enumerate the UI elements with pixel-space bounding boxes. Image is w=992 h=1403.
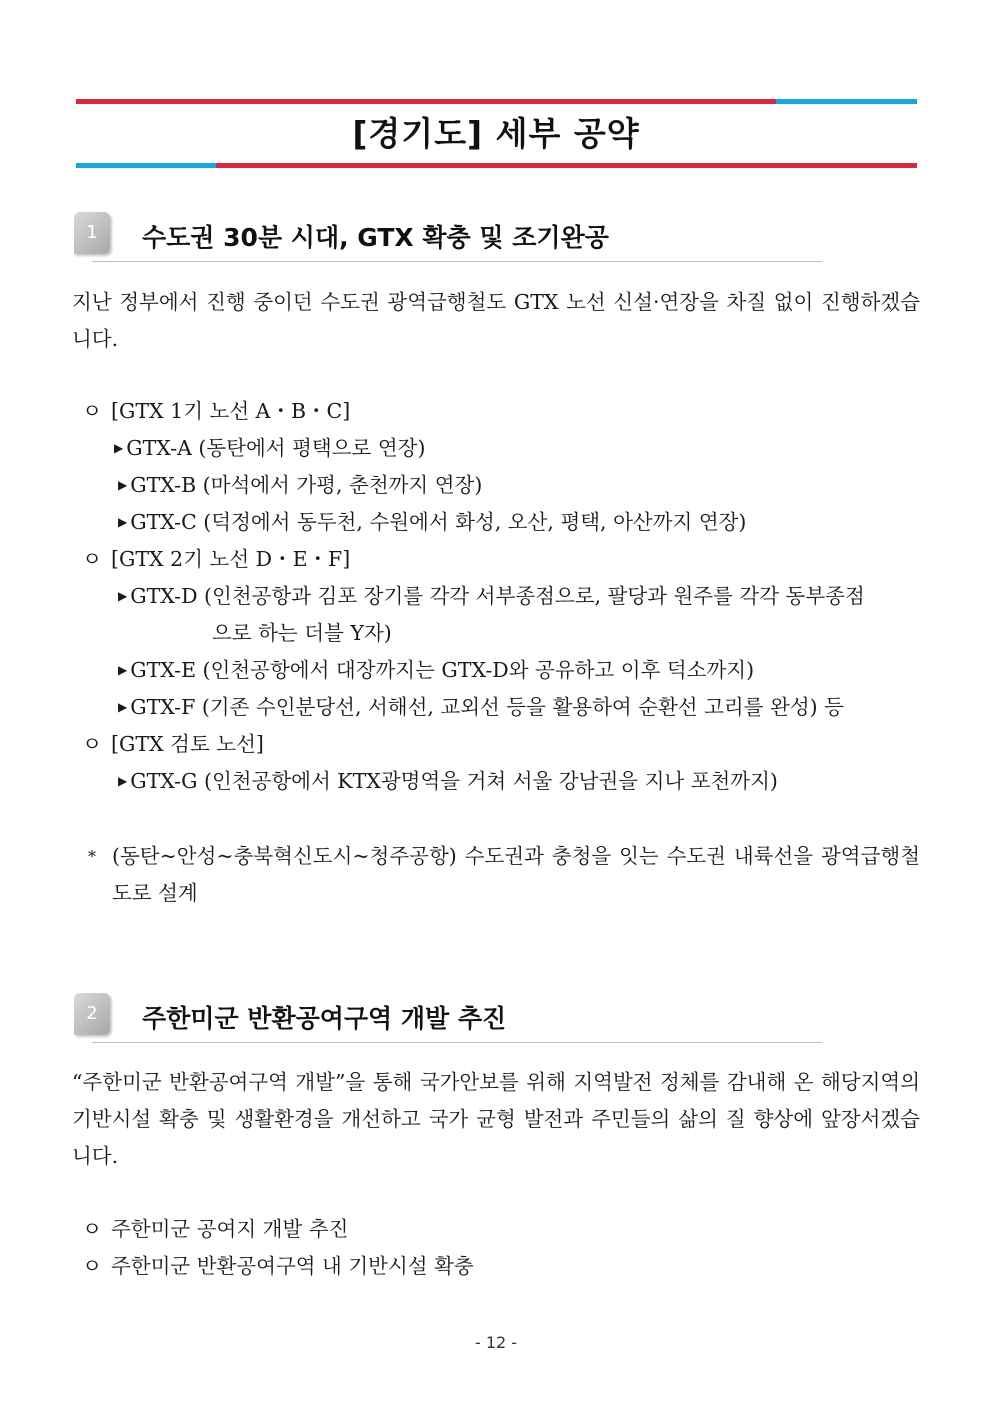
list-item: ㅇ 주한미군 반환공여구역 내 기반시설 확충 xyxy=(80,1248,474,1285)
list-item-continuation: 으로 하는 더블 Y자) xyxy=(212,621,392,645)
section-2-intro: “주한미군 반환공여구역 개발”을 통해 국가안보를 위해 지역발전 정체를 감내해 온 해당지역의 기반시설 확충 및 생활환경을 개선하고 국가 균형 발전과 주민들의 삶의 질 향상에 앞장서겠습니다. xyxy=(72,1070,920,1168)
group-heading xyxy=(80,726,264,763)
list-item: ▶ GTX-G (인천공항에서 KTX광명역을 거쳐 서울 강남권을 지나 포천까지) xyxy=(118,763,778,800)
circle-bullet: ㅇ xyxy=(82,1254,102,1278)
header-top-bar xyxy=(76,99,917,104)
triangle-bullet-icon: ▶ xyxy=(118,515,128,529)
section-1-underline xyxy=(92,261,822,262)
circle-bullet: ㅇ xyxy=(82,1217,102,1241)
section-1-intro: 지난 정부에서 진행 중이던 수도권 광역급행철도 GTX 노선 신설·연장을 차질 없이 진행하겠습니다. xyxy=(72,290,920,351)
page-number: - 12 - xyxy=(474,1333,518,1352)
triangle-bullet-icon: ▶ xyxy=(118,700,128,714)
list-item: ▶ GTX-A (동탄에서 평택으로 연장) xyxy=(114,430,425,467)
circle-bullet: ㅇ xyxy=(82,547,102,571)
triangle-bullet-icon: ▶ xyxy=(118,478,128,492)
note-asterisk: * xyxy=(88,847,96,866)
section-1-note: (동탄~안성~충북혁신도시~청주공항) 수도권과 충청을 잇는 수도권 내륙선을 광역급행철도로 설계 xyxy=(112,844,920,905)
section-2-number-badge: 2 xyxy=(74,993,110,1035)
group-label: [GTX 검토 노선] xyxy=(111,732,264,756)
section-2-heading xyxy=(72,993,822,1043)
section-2-title: 주한미군 반환공여구역 개발 추진 xyxy=(142,1004,507,1033)
circle-bullet: ㅇ xyxy=(82,732,102,756)
triangle-bullet-icon: ▶ xyxy=(118,774,128,788)
circle-bullet: ㅇ xyxy=(82,399,102,423)
list-item: ▶ GTX-E (인천공항에서 대장까지는 GTX-D와 공유하고 이후 덕소까지) xyxy=(118,652,754,689)
list-item: ▶ GTX-B (마석에서 가평, 춘천까지 연장) xyxy=(118,467,482,504)
section-1-heading xyxy=(72,212,822,262)
list-item: ㅇ 주한미군 공여지 개발 추진 xyxy=(80,1211,348,1248)
group-label: [GTX 2기 노선 D・E・F] xyxy=(111,547,351,571)
page-title: [경기도] 세부 공약 xyxy=(352,114,640,153)
header-bottom-bar xyxy=(76,163,917,168)
group-label: [GTX 1기 노선 A・B・C] xyxy=(111,399,351,423)
list-item: ▶ GTX-C (덕정에서 동두천, 수원에서 화성, 오산, 평택, 아산까지 연장) xyxy=(118,504,746,541)
triangle-bullet-icon: ▶ xyxy=(118,663,128,677)
list-item: ▶ GTX-D (인천공항과 김포 장기를 각각 서부종점으로, 팔당과 원주를 각각 동부종점 xyxy=(118,578,865,615)
section-1-number-badge: 1 xyxy=(74,212,110,254)
triangle-bullet-icon: ▶ xyxy=(114,441,124,455)
group-heading xyxy=(80,541,350,578)
section-2-underline xyxy=(92,1042,822,1043)
triangle-bullet-icon: ▶ xyxy=(118,589,128,603)
list-item: ▶ GTX-F (기존 수인분당선, 서해선, 교외선 등을 활용하여 순환선 고리를 완성) 등 xyxy=(118,689,844,726)
section-1-title: 수도권 30분 시대, GTX 확충 및 조기완공 xyxy=(142,223,609,252)
group-heading xyxy=(80,393,350,430)
